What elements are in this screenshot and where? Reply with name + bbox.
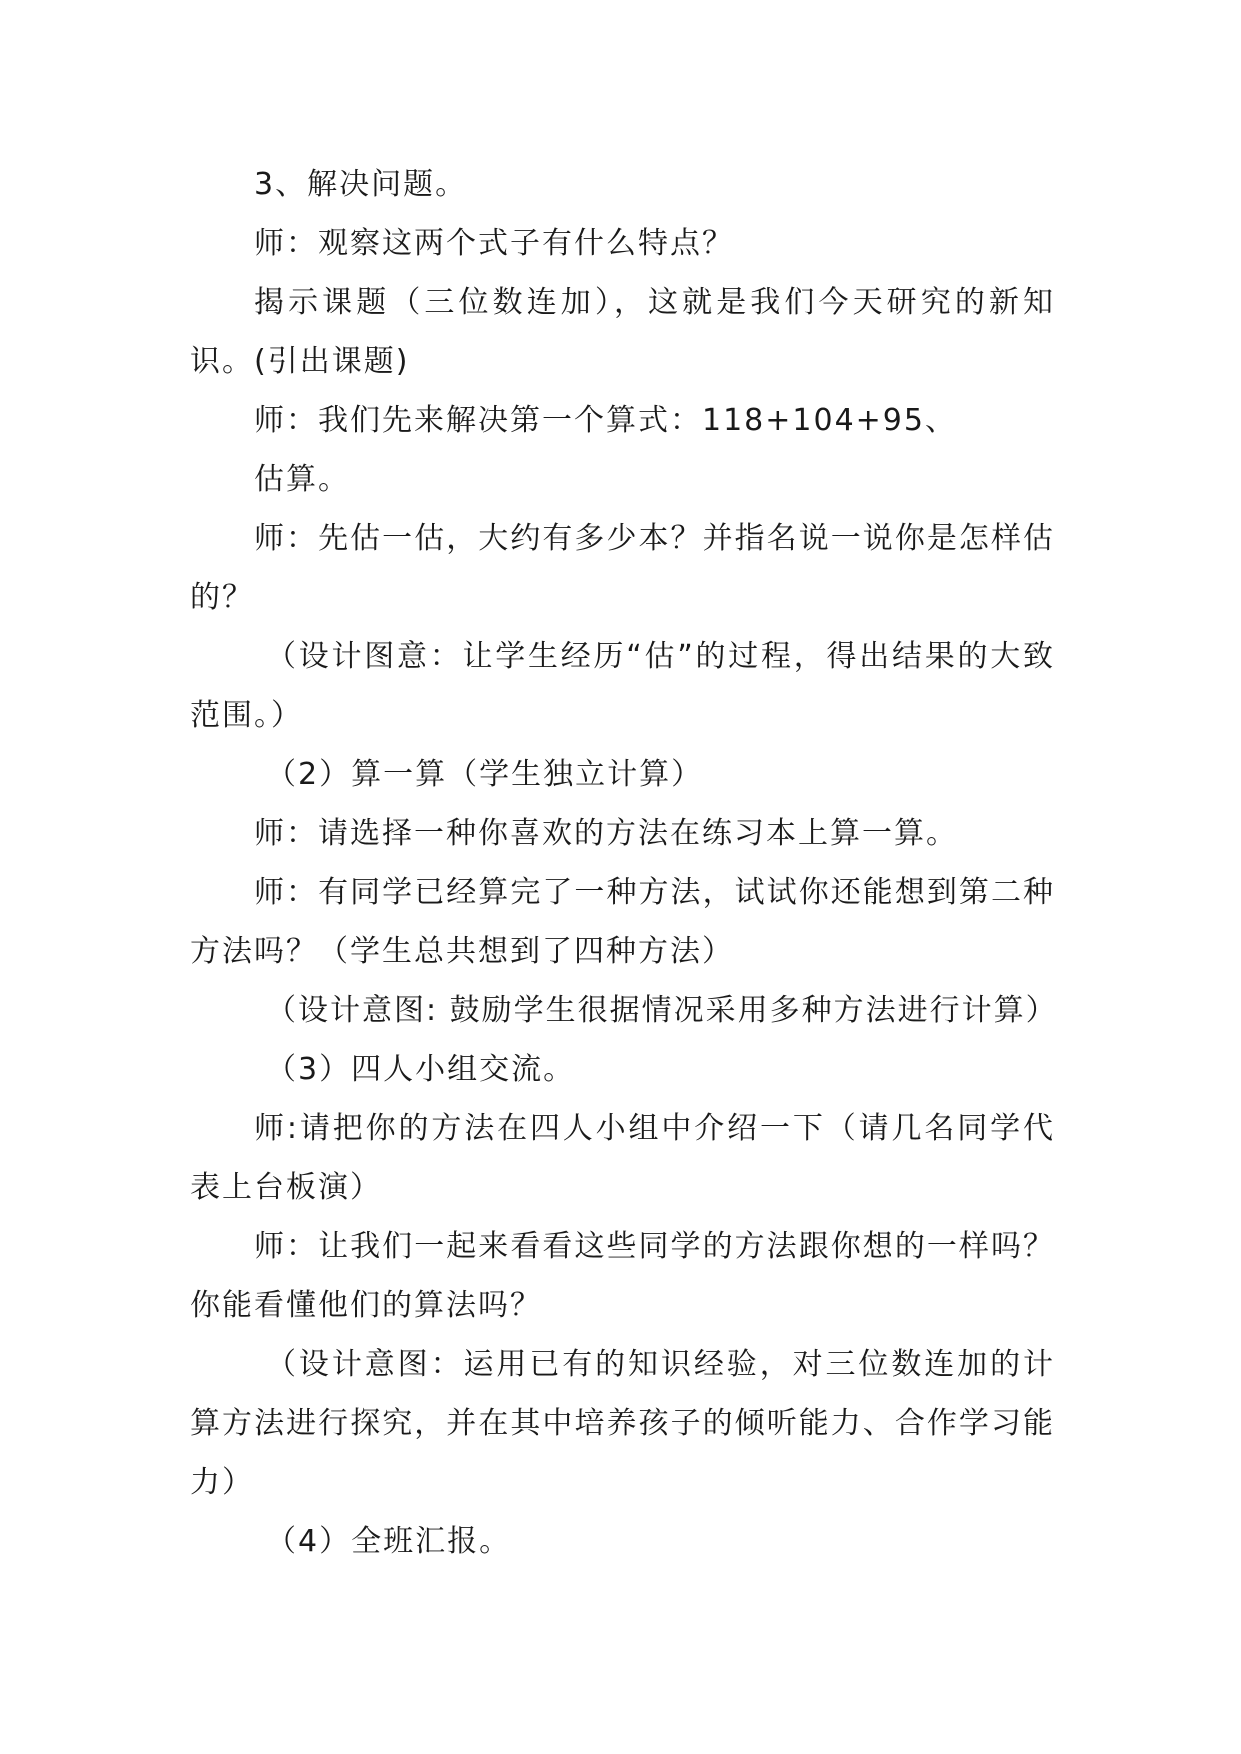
paragraph: 估算。	[254, 462, 350, 497]
paragraph: 师：让我们一起来看看这些同学的方法跟你想的一样吗？你能看懂他们的算法吗？	[190, 1229, 1055, 1323]
document-body	[190, 155, 1058, 1571]
paragraph-design-note: （设计图意：让学生经历“估”的过程，得出结果的大致范围。）	[190, 639, 1055, 733]
paragraph: 师：先估一估，大约有多少本？并指名说一说你是怎样估的？	[190, 521, 1055, 615]
paragraph: 师：有同学已经算完了一种方法，试试你还能想到第二种方法吗？（学生总共想到了四种方法）	[190, 875, 1055, 969]
paragraph: 师:请把你的方法在四人小组中介绍一下（请几名同学代表上台板演）	[190, 1111, 1055, 1205]
paragraph: 师：我们先来解决第一个算式：118+104+95、	[254, 403, 957, 438]
paragraph: 师：观察这两个式子有什么特点？	[254, 226, 734, 261]
paragraph-design-note: （设计意图：运用已有的知识经验，对三位数连加的计算方法进行探究，并在其中培养孩子的倾听能力、合作学习能力）	[190, 1347, 1055, 1500]
paragraph-design-note: （设计意图: 鼓励学生很据情况采用多种方法进行计算）	[266, 993, 1058, 1028]
paragraph: 师：请选择一种你喜欢的方法在练习本上算一算。	[254, 816, 958, 851]
paragraph-step-heading: （3）四人小组交流。	[266, 1052, 576, 1087]
paragraph-step-heading: （4）全班汇报。	[266, 1524, 512, 1559]
paragraph-step-heading: （2）算一算（学生独立计算）	[266, 757, 704, 792]
paragraph: 揭示课题（三位数连加），这就是我们今天研究的新知识。(引出课题)	[190, 285, 1055, 379]
paragraph-section-heading: 3、解决问题。	[254, 167, 468, 202]
